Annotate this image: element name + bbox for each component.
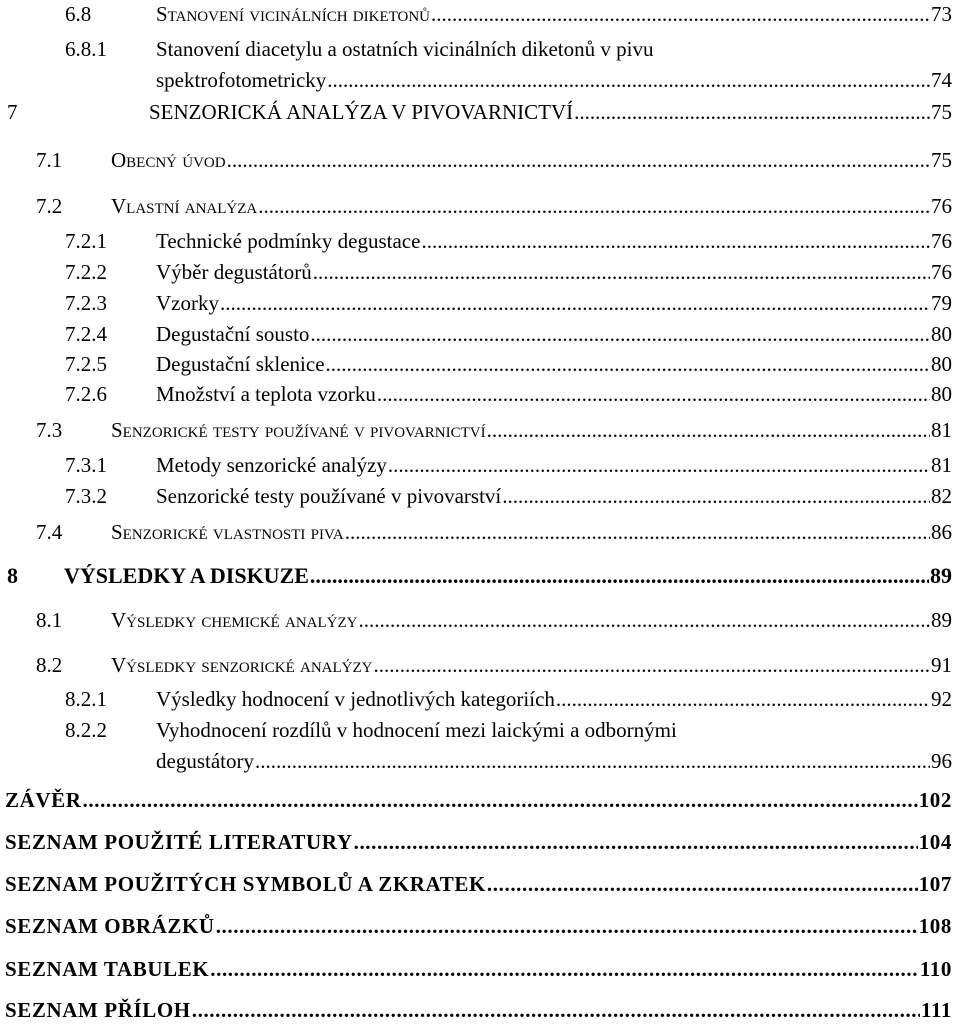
toc-entry-number: 7.2.5 xyxy=(65,352,107,376)
toc-entry-7-2-1[interactable] xyxy=(65,229,952,254)
toc-entry-title-cont: degustátory xyxy=(156,749,254,773)
toc-entry-title: ZÁVĚR xyxy=(5,788,82,812)
toc-entry-page: 89 xyxy=(931,608,952,632)
toc-entry-page: 111 xyxy=(921,998,952,1022)
toc-entry-number: 7.2.4 xyxy=(65,322,107,346)
toc-entry-page: 96 xyxy=(931,749,952,773)
toc-entry-title: Vzorky xyxy=(156,291,219,315)
dot-leader xyxy=(421,229,930,254)
toc-entry-title: Senzorické testy používané v pivovarnictví xyxy=(111,418,486,442)
toc-entry-page: 79 xyxy=(931,291,952,315)
toc-entry-zaver[interactable] xyxy=(5,788,952,813)
toc-entry-number: 7.2.2 xyxy=(65,260,107,284)
toc-entry-number: 6.8 xyxy=(65,2,92,26)
toc-entry-7-1[interactable] xyxy=(36,148,952,173)
toc-entry-page: 86 xyxy=(931,520,952,544)
toc-entry-page: 75 xyxy=(931,100,952,124)
toc-entry-number: 8.2.1 xyxy=(65,687,107,711)
toc-entry-title: SEZNAM OBRÁZKŮ xyxy=(5,914,215,938)
toc-entry-tabulky[interactable] xyxy=(5,957,952,982)
dot-leader xyxy=(310,563,929,589)
toc-entry-title: Stanovení vicinálních diketonů xyxy=(156,2,430,26)
toc-entry-7[interactable] xyxy=(7,100,952,125)
toc-entry-page: 107 xyxy=(918,872,952,896)
dot-leader xyxy=(310,322,930,347)
toc-entry-title: Množství a teplota vzorku xyxy=(156,382,376,406)
toc-entry-title: SEZNAM PŘÍLOH xyxy=(5,998,191,1022)
toc-entry-title: Technické podmínky degustace xyxy=(156,229,421,253)
dot-leader xyxy=(502,484,930,509)
toc-entry-6-8[interactable] xyxy=(65,2,952,27)
toc-entry-7-2-4[interactable] xyxy=(65,322,952,347)
toc-entry-literatura[interactable] xyxy=(5,830,952,855)
toc-entry-number: 7.3.1 xyxy=(65,453,107,477)
toc-entry-number: 7.3 xyxy=(36,418,63,442)
toc-entry-8-2-2-line1[interactable] xyxy=(65,718,677,743)
toc-entry-title: Výběr degustátorů xyxy=(156,260,312,284)
toc-entry-7-2-3[interactable] xyxy=(65,291,952,316)
toc-entry-page: 91 xyxy=(931,653,952,677)
toc-entry-7-2-2[interactable] xyxy=(65,260,952,285)
toc-entry-title: Senzorické vlastnosti piva xyxy=(111,520,344,544)
dot-leader xyxy=(192,998,920,1023)
toc-entry-title: Výsledky chemické analýzy xyxy=(111,608,358,632)
toc-entry-number: 7.2.6 xyxy=(65,382,107,406)
dot-leader xyxy=(345,520,930,545)
toc-entry-page: 92 xyxy=(931,687,952,711)
toc-entry-number: 7 xyxy=(7,100,18,124)
dot-leader xyxy=(487,418,930,443)
toc-entry-7-4[interactable] xyxy=(36,520,952,545)
toc-entry-number: 7.1 xyxy=(36,148,63,172)
toc-entry-page: 81 xyxy=(931,418,952,442)
toc-entry-number: 8.2.2 xyxy=(65,718,107,742)
toc-entry-number: 8.1 xyxy=(36,608,63,632)
toc-entry-prilohy[interactable] xyxy=(5,998,952,1023)
toc-entry-title: SENZORICKÁ ANALÝZA V PIVOVARNICTVÍ xyxy=(149,100,574,124)
dot-leader xyxy=(487,872,918,897)
toc-entry-number: 7.2.3 xyxy=(65,291,107,315)
dot-leader xyxy=(377,382,930,407)
toc-entry-title-cont: spektrofotometricky xyxy=(156,68,327,92)
toc-entry-title: Senzorické testy používané v pivovarství xyxy=(156,484,502,508)
toc-entry-title: Výsledky hodnocení v jednotlivých kategoriích xyxy=(156,687,555,711)
toc-entry-7-3[interactable] xyxy=(36,418,952,443)
toc-entry-page: 76 xyxy=(931,194,952,218)
toc-entry-8-2-2[interactable] xyxy=(156,749,952,774)
toc-entry-title: SEZNAM POUŽITÝCH SYMBOLŮ A ZKRATEK xyxy=(5,872,486,896)
toc-entry-page: 73 xyxy=(931,2,952,26)
toc-entry-title: VÝSLEDKY A DISKUZE xyxy=(64,563,309,588)
dot-leader xyxy=(216,914,918,939)
toc-entry-title: Stanovení diacetylu a ostatních vicinálních diketonů v pivu xyxy=(156,37,654,61)
toc-entry-8-2[interactable] xyxy=(36,653,952,678)
toc-entry-page: 74 xyxy=(931,68,952,92)
toc-entry-number: 7.4 xyxy=(36,520,63,544)
dot-leader xyxy=(574,100,930,125)
toc-entry-obrazky[interactable] xyxy=(5,914,952,939)
toc-entry-title: SEZNAM POUŽITÉ LITERATURY xyxy=(5,830,353,854)
toc-entry-symboly[interactable] xyxy=(5,872,952,897)
toc-entry-6-8-1-line1[interactable] xyxy=(65,37,653,62)
dot-leader xyxy=(220,291,930,316)
dot-leader xyxy=(354,830,918,855)
toc-entry-number: 8 xyxy=(7,563,18,588)
toc-entry-title: Obecný úvod xyxy=(111,148,226,172)
toc-entry-8-1[interactable] xyxy=(36,608,952,633)
dot-leader xyxy=(327,68,930,93)
dot-leader xyxy=(388,453,930,478)
toc-entry-number: 8.2 xyxy=(36,653,63,677)
toc-entry-page: 104 xyxy=(918,830,952,854)
toc-entry-page: 75 xyxy=(931,148,952,172)
dot-leader xyxy=(83,788,918,813)
toc-entry-title: Vyhodnocení rozdílů v hodnocení mezi laickými a odbornými xyxy=(156,718,677,742)
toc-entry-number: 7.2 xyxy=(36,194,63,218)
toc-entry-title: Degustační sklenice xyxy=(156,352,325,376)
toc-entry-page: 89 xyxy=(930,563,952,588)
toc-entry-6-8-1[interactable] xyxy=(156,68,952,93)
toc-entry-title: SEZNAM TABULEK xyxy=(5,957,210,981)
dot-leader xyxy=(210,957,919,982)
toc-entry-page: 110 xyxy=(919,957,952,981)
dot-leader xyxy=(326,352,930,377)
toc-entry-page: 108 xyxy=(918,914,952,938)
toc-entry-number: 7.2.1 xyxy=(65,229,107,253)
dot-leader xyxy=(255,749,930,774)
dot-leader xyxy=(556,687,930,712)
toc-entry-page: 80 xyxy=(931,382,952,406)
toc-entry-8-2-1[interactable] xyxy=(65,687,952,712)
toc-entry-7-2-5[interactable] xyxy=(65,352,952,377)
dot-leader xyxy=(313,260,930,285)
dot-leader xyxy=(431,2,930,27)
toc-entry-7-3-2[interactable] xyxy=(65,484,952,509)
toc-entry-title: Metody senzorické analýzy xyxy=(156,453,387,477)
toc-entry-title: Degustační sousto xyxy=(156,322,310,346)
toc-entry-number: 7.3.2 xyxy=(65,484,107,508)
dot-leader xyxy=(358,608,930,633)
toc-entry-7-2-6[interactable] xyxy=(65,382,952,407)
dot-leader xyxy=(258,194,930,219)
toc-entry-page: 81 xyxy=(931,453,952,477)
toc-entry-page: 80 xyxy=(931,322,952,346)
toc-entry-8[interactable] xyxy=(7,563,952,589)
toc-entry-page: 80 xyxy=(931,352,952,376)
toc-entry-page: 102 xyxy=(918,788,952,812)
dot-leader xyxy=(227,148,930,173)
dot-leader xyxy=(373,653,930,678)
toc-entry-title: Vlastní analýza xyxy=(111,194,258,218)
toc-entry-title: Výsledky senzorické analýzy xyxy=(111,653,373,677)
toc-entry-page: 76 xyxy=(931,260,952,284)
toc-entry-7-3-1[interactable] xyxy=(65,453,952,478)
toc-entry-page: 76 xyxy=(931,229,952,253)
toc-entry-number: 6.8.1 xyxy=(65,37,107,61)
toc-entry-7-2[interactable] xyxy=(36,194,952,219)
toc-entry-page: 82 xyxy=(931,484,952,508)
